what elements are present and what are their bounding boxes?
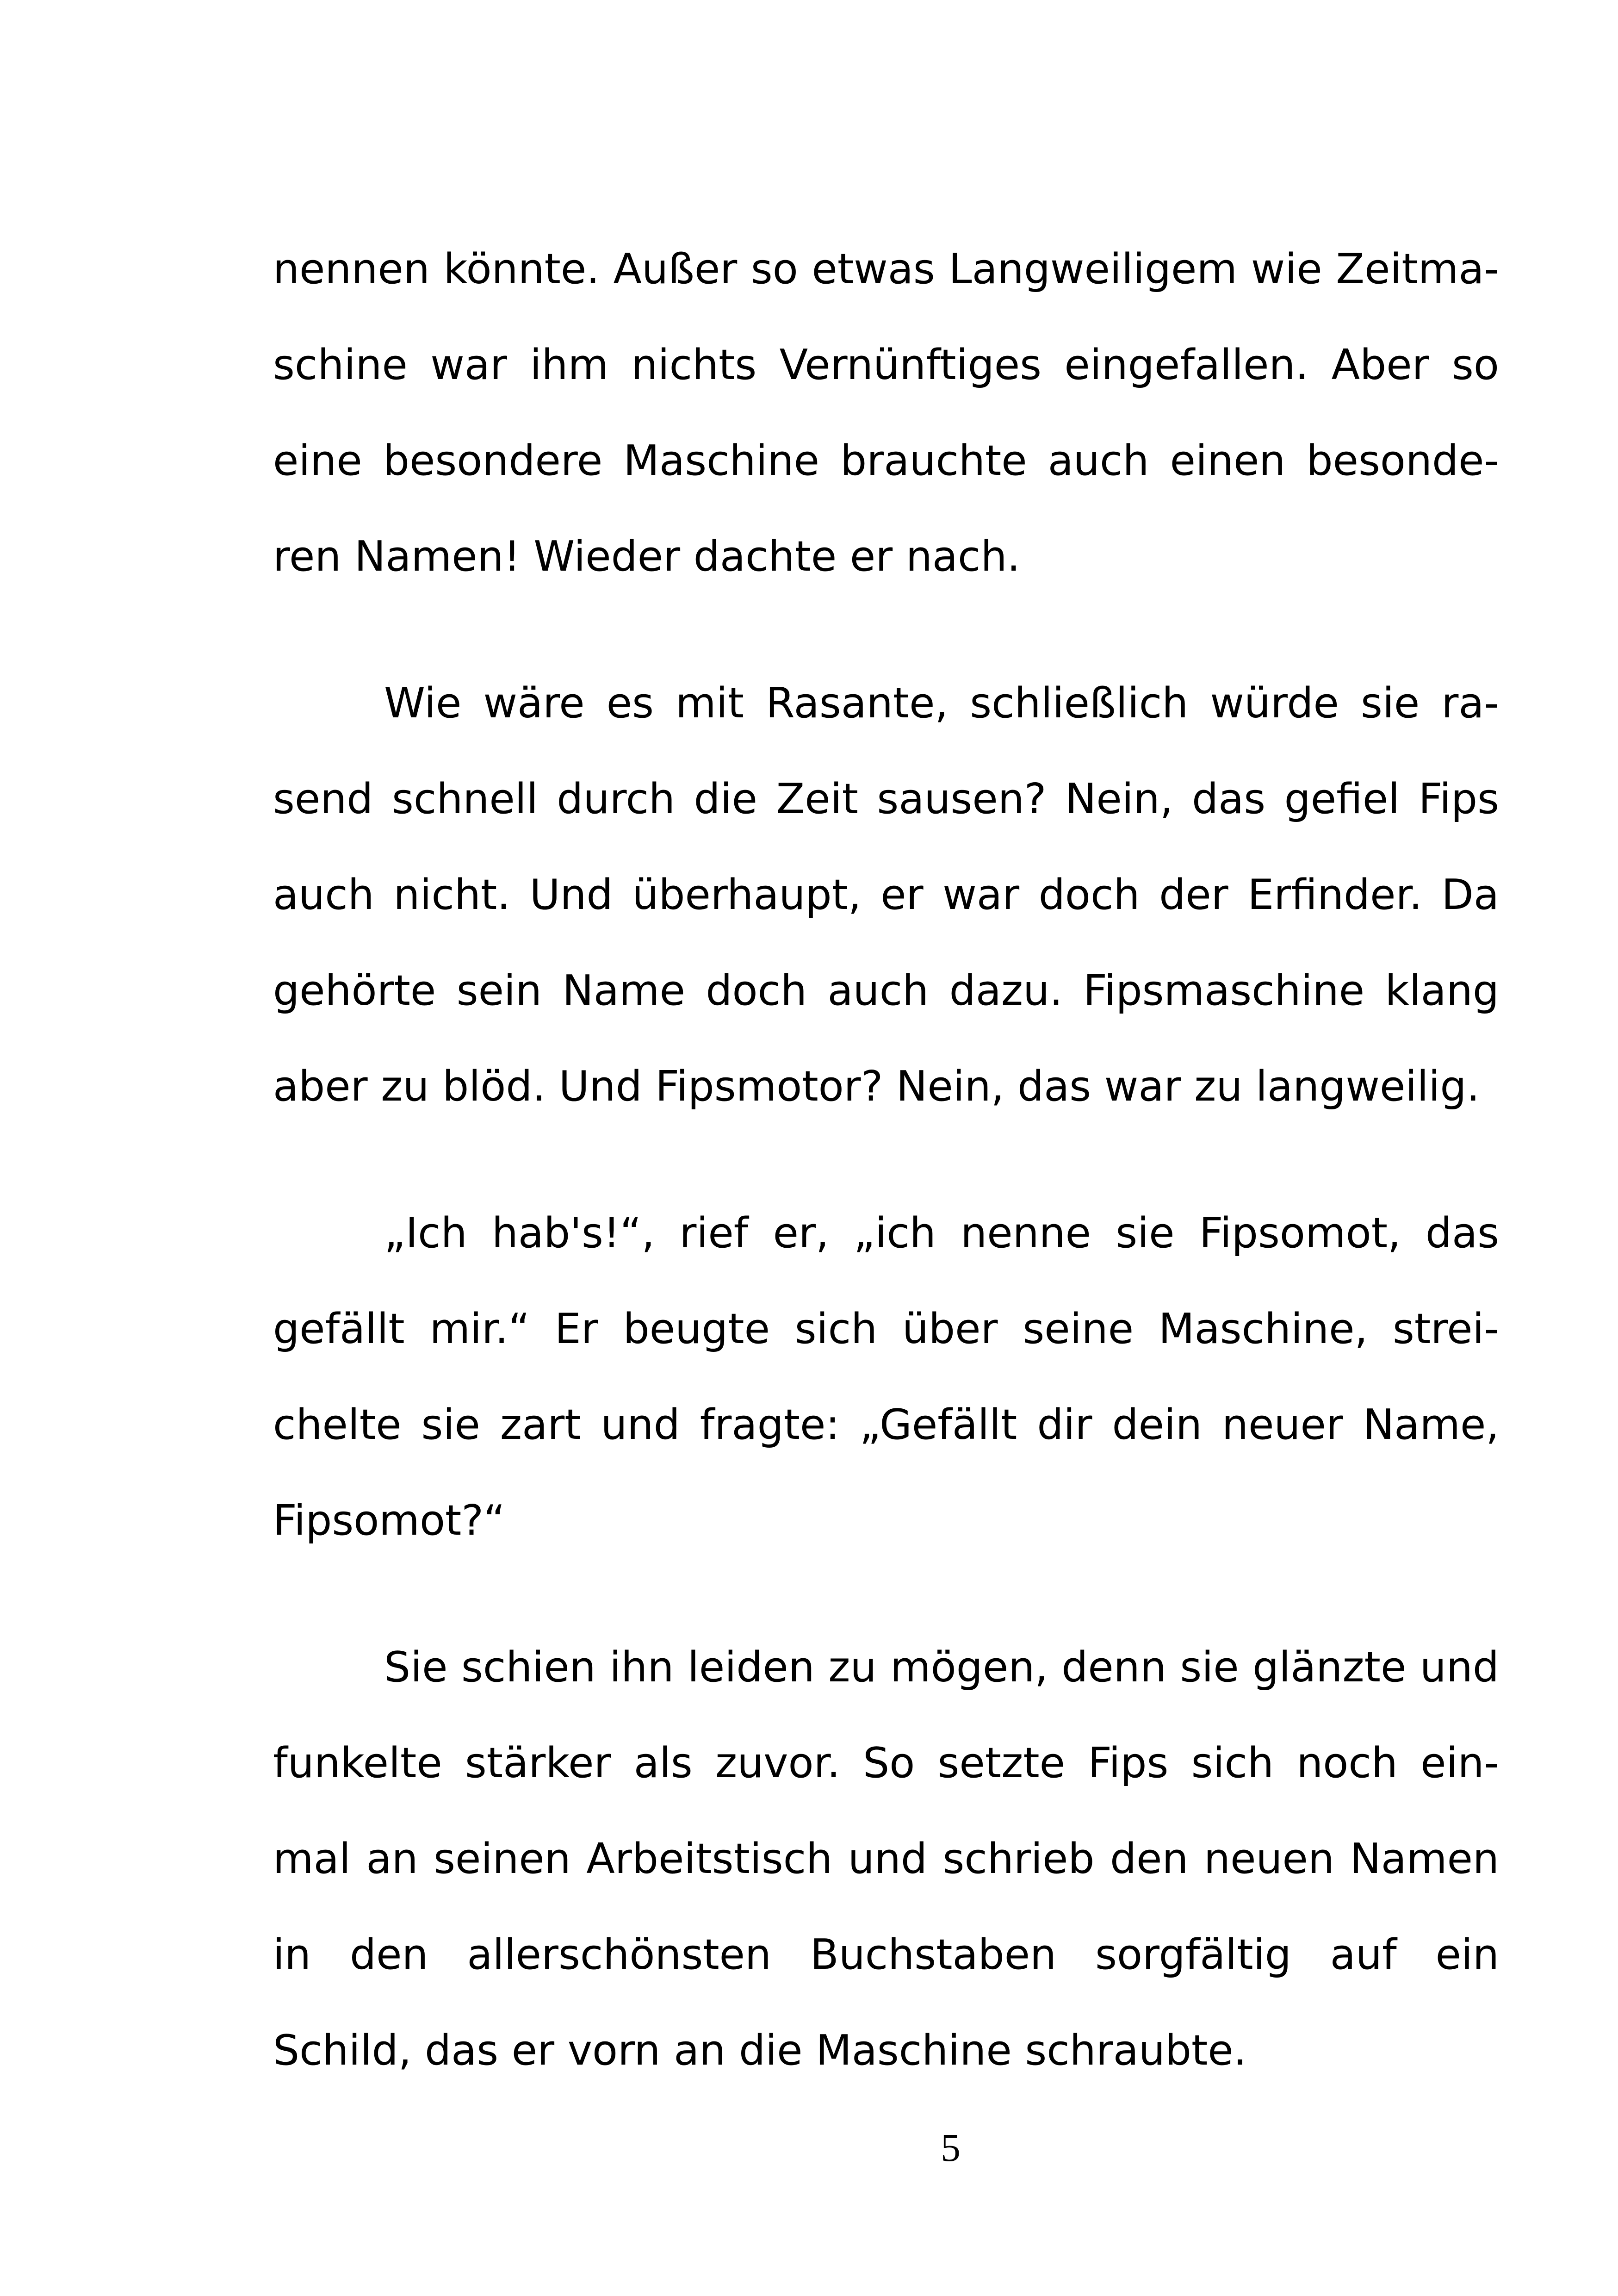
text-line: funkelte stärker als zuvor. So setzte Fips sich noch ein-	[273, 1739, 1499, 1787]
text-line: nennen könnte. Außer so etwas Langweiligem wie Zeitma-	[273, 245, 1499, 293]
text-line: Schild, das er vorn an die Maschine schraubte.	[273, 2026, 1247, 2075]
paragraph-2	[273, 655, 1499, 1134]
text-line: auch nicht. Und überhaupt, er war doch der Erfinder. Da	[273, 871, 1499, 919]
text-line: eine besondere Maschine brauchte auch einen besonde-	[273, 436, 1499, 485]
text-line: schine war ihm nichts Vernünftiges eingefallen. Aber so	[273, 341, 1499, 389]
text-line: aber zu blöd. Und Fipsmotor? Nein, das war zu langweilig.	[273, 1062, 1480, 1111]
story-text	[273, 221, 1499, 2098]
text-line: ren Namen! Wieder dachte er nach.	[273, 532, 1021, 581]
text-line: mal an seinen Arbeitstisch und schrieb den neuen Namen	[273, 1835, 1499, 1883]
paragraph-1	[273, 221, 1499, 604]
text-line: chelte sie zart und fragte: „Gefällt dir dein neuer Name,	[273, 1400, 1499, 1449]
text-line: Wie wäre es mit Rasante, schließlich würde sie ra-	[384, 679, 1499, 728]
text-line: Sie schien ihn leiden zu mögen, denn sie glänzte und	[384, 1643, 1499, 1692]
text-line: Fipsomot?“	[273, 1496, 505, 1545]
paragraph-4	[273, 1619, 1499, 2098]
text-line: gefällt mir.“ Er beugte sich über seine Maschine, strei-	[273, 1305, 1499, 1353]
paragraph-3	[273, 1185, 1499, 1568]
text-line: in den allerschönsten Buchstaben sorgfältig auf ein	[273, 1930, 1499, 1979]
text-line: gehörte sein Name doch auch dazu. Fipsmaschine klang	[273, 966, 1499, 1015]
text-line: „Ich hab's!“, rief er, „ich nenne sie Fipsomot, das	[384, 1209, 1499, 1257]
text-line: send schnell durch die Zeit sausen? Nein, das gefiel Fips	[273, 775, 1499, 823]
page-number: 5	[941, 2125, 961, 2170]
